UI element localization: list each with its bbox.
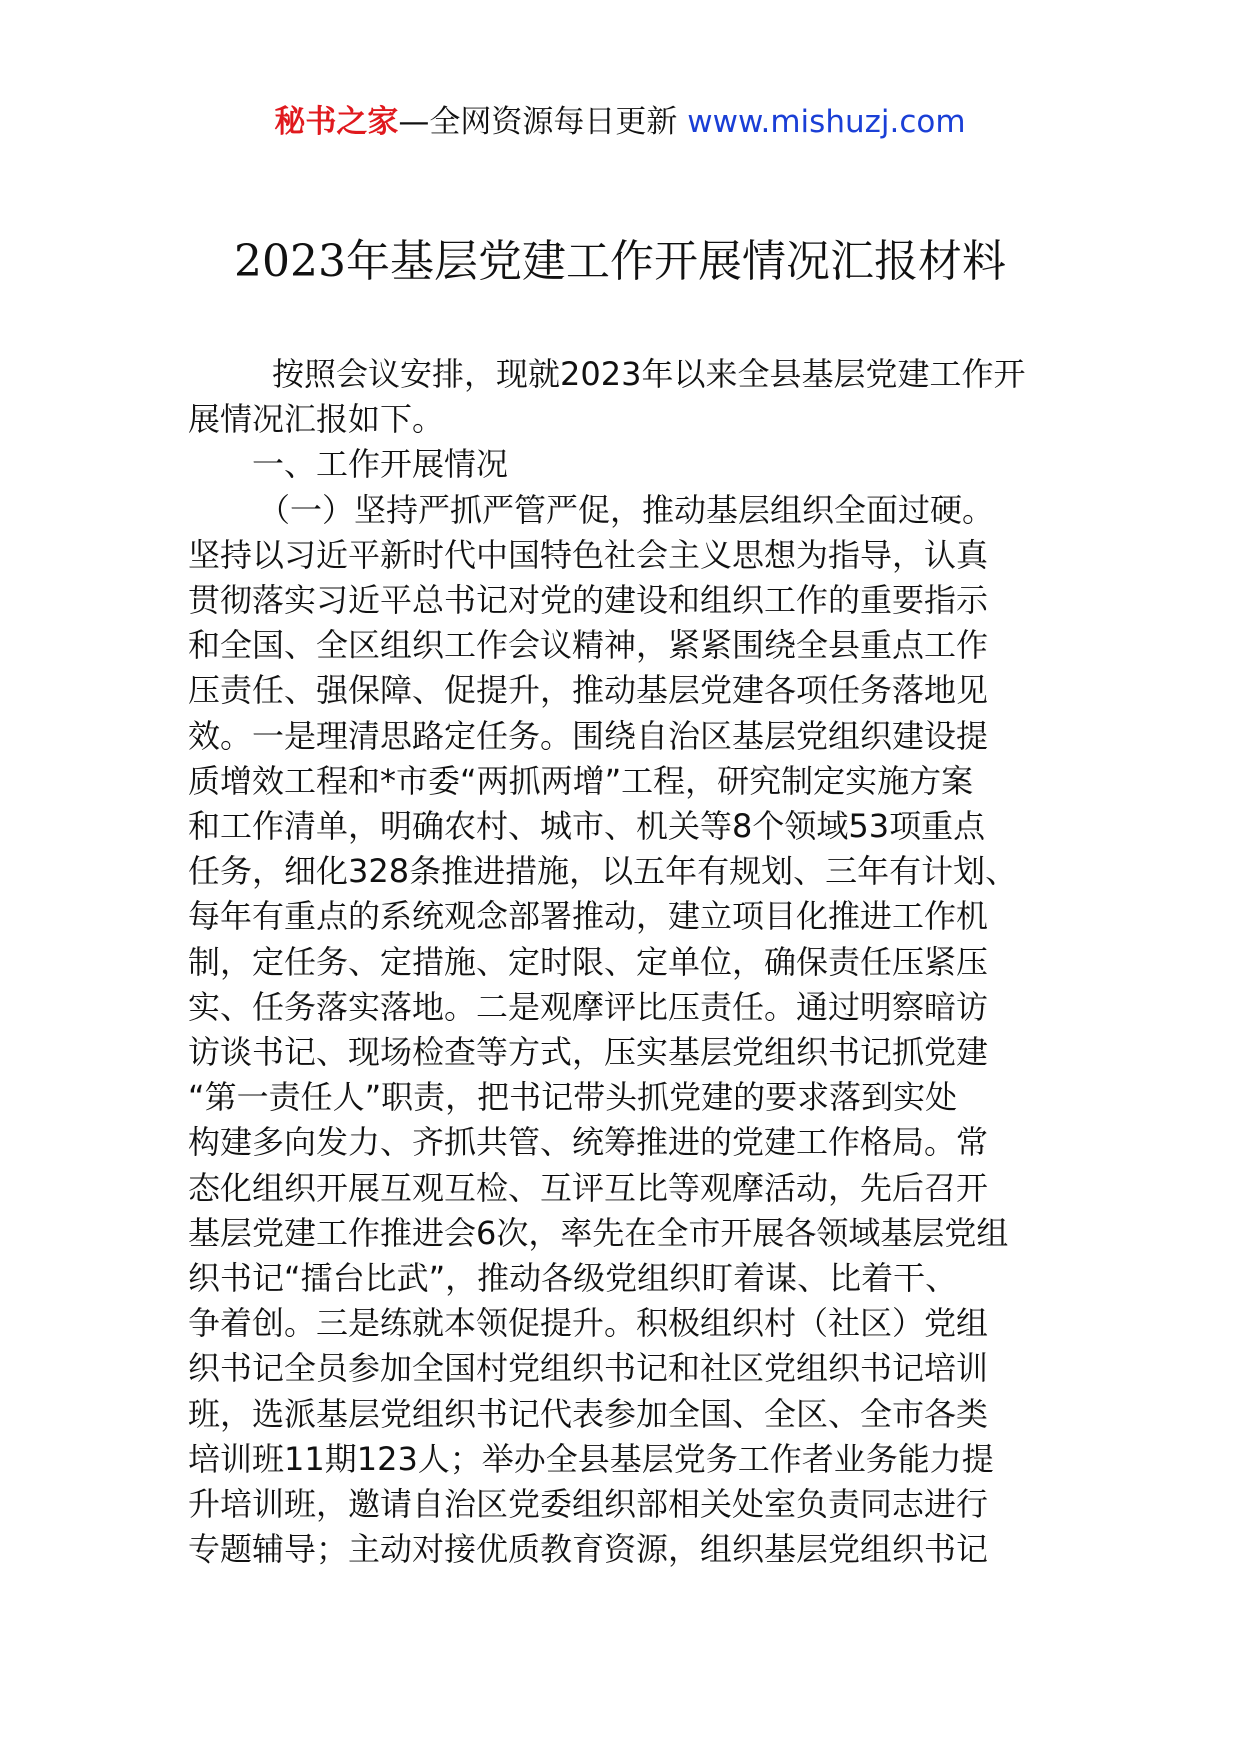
text-line: 基层党建工作推进会6次，率先在全市开展各领域基层党组	[188, 1213, 1009, 1252]
text-line: 任务，细化328条推进措施，以五年有规划、三年有计划、	[188, 852, 1018, 891]
site-banner	[0, 100, 1240, 144]
text-line: 构建多向发力、齐抓共管、统筹推进的党建工作格局。常	[188, 1123, 989, 1162]
text-line: 质增效工程和*市委“两抓两增”工程，研究制定实施方案	[188, 761, 974, 800]
text-line: 按照会议安排，现就2023年以来全县基层党建工作开	[272, 355, 1026, 393]
text-line: 制，定任务、定措施、定时限、定单位，确保责任压紧压	[188, 942, 989, 981]
document-title: 2023年基层党建工作开展情况汇报材料	[234, 236, 1006, 287]
banner-tagline: —全网资源每日更新	[398, 104, 678, 140]
text-line: （一）坚持严抓严管严促，推动基层组织全面过硬。	[258, 490, 995, 529]
text-line: “第一责任人”职责，把书记带头抓党建的要求落到实处	[188, 1078, 958, 1117]
text-line: 专题辅导；主动对接优质教育资源，组织基层党组织书记	[188, 1530, 989, 1569]
text-line: 和工作清单，明确农村、城市、机关等8个领域53项重点	[188, 807, 986, 846]
body-paragraph	[188, 488, 1054, 1573]
text-line: 展情况汇报如下。	[188, 400, 445, 439]
text-line: 态化组织开展互观互检、互评互比等观摩活动，先后召开	[188, 1168, 989, 1207]
text-line: 坚持以习近平新时代中国特色社会主义思想为指导，认真	[188, 535, 989, 574]
brand-name: 秘书之家	[274, 104, 399, 140]
section-heading	[188, 442, 1054, 487]
text-line: 实、任务落实落地。二是观摩评比压责任。通过明察暗访	[188, 987, 989, 1026]
text-line: 每年有重点的系统观念部署推动，建立项目化推进工作机	[188, 897, 989, 936]
text-line: 和全国、全区组织工作会议精神，紧紧围绕全县重点工作	[188, 626, 989, 665]
text-line: 班，选派基层党组织书记代表参加全国、全区、全市各类	[188, 1394, 989, 1433]
text-line: 争着创。三是练就本领促提升。积极组织村（社区）党组	[188, 1304, 989, 1343]
text-line: 效。一是理清思路定任务。围绕自治区基层党组织建设提	[188, 716, 989, 755]
intro-paragraph	[188, 352, 1054, 442]
site-url-link[interactable]: www.mishuzj.com	[687, 104, 966, 140]
text-line: 培训班11期123人；举办全县基层党务工作者业务能力提	[188, 1439, 994, 1478]
document-body	[188, 352, 1054, 1572]
section-heading-text: 一、工作开展情况	[252, 445, 509, 484]
text-line: 压责任、强保障、促提升，推动基层党建各项任务落地见	[188, 671, 989, 710]
text-line: 贯彻落实习近平总书记对党的建设和组织工作的重要指示	[188, 581, 989, 620]
text-line: 织书记“擂台比武”，推动各级党组织盯着谋、比着干、	[188, 1259, 958, 1298]
text-line: 访谈书记、现场检查等方式，压实基层党组织书记抓党建	[188, 1033, 989, 1072]
text-line: 织书记全员参加全国村党组织书记和社区党组织书记培训	[188, 1349, 989, 1388]
text-line: 升培训班，邀请自治区党委组织部相关处室负责同志进行	[188, 1485, 989, 1524]
